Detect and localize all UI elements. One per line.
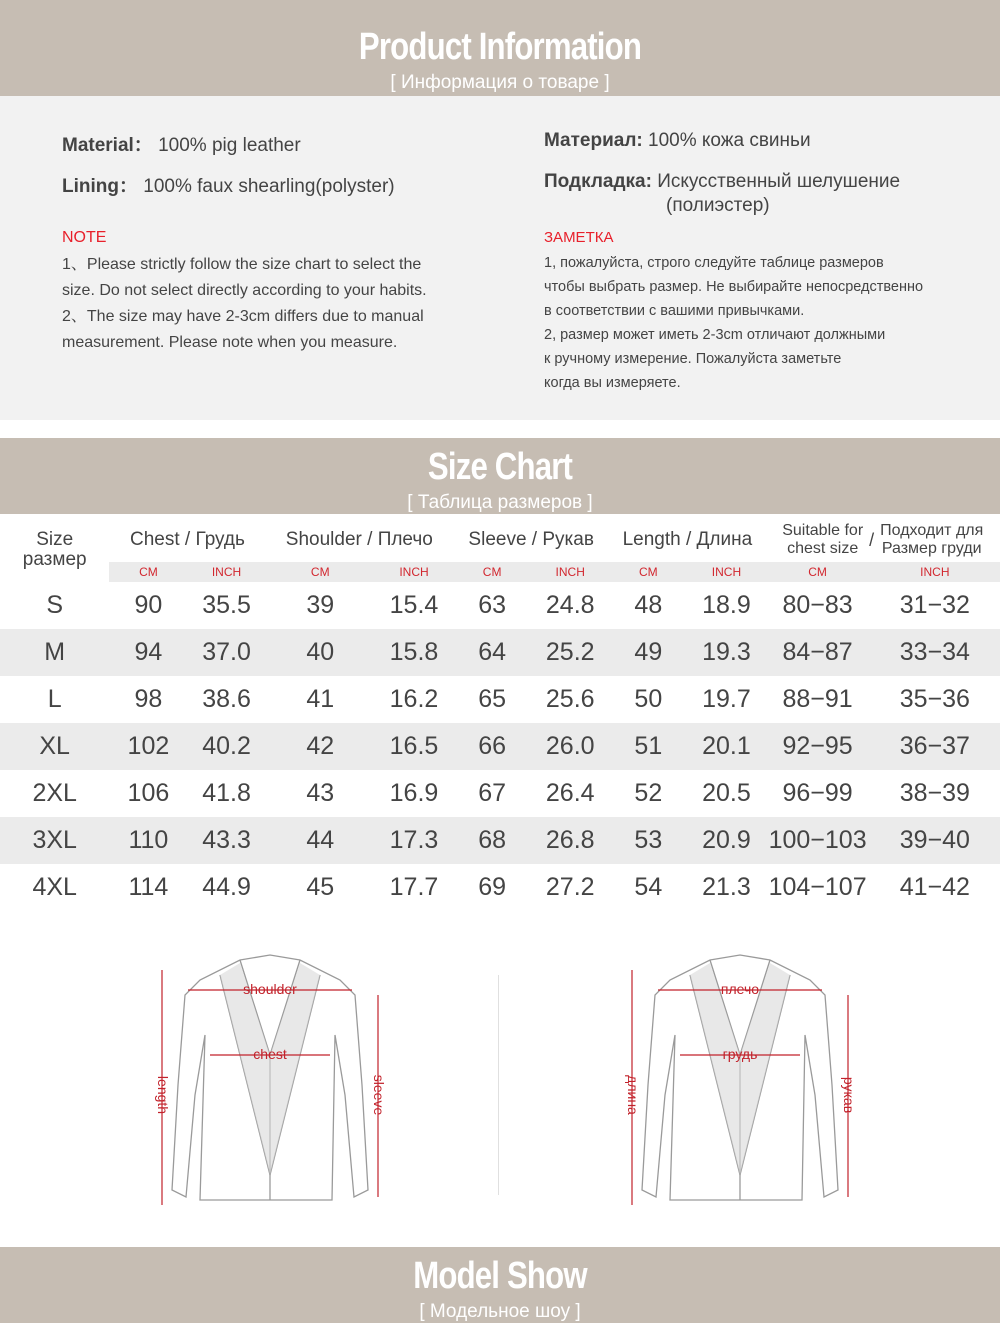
cell-sleeve-cm: 66	[453, 723, 531, 770]
note-heading-en: NOTE	[62, 229, 107, 246]
diagram-label-sleeve-ru: рукав	[841, 1076, 857, 1114]
cell-length-cm: 52	[634, 779, 663, 807]
cell-chest-in: 40.2	[187, 723, 265, 770]
product-info-banner	[0, 0, 1000, 96]
suitable-header-ru-1: Подходит для	[880, 522, 984, 539]
cell-shoulder-in: 16.9	[389, 779, 439, 807]
note-heading-ru: ЗАМЕТКА	[544, 229, 614, 246]
size-header-ru: размер	[22, 549, 87, 570]
cell-size: 2XL	[32, 779, 77, 807]
cell-chest-cm: 90	[134, 591, 163, 619]
diagram-label-length-ru: длина	[625, 1075, 641, 1115]
table-row	[0, 676, 1000, 723]
table-row	[0, 864, 1000, 911]
note-line-ru: 1, пожалуйста, строго следуйте таблице размеров	[544, 255, 884, 271]
cell-length-in: 21.3	[702, 873, 751, 901]
jacket-diagram-ru	[610, 935, 870, 1235]
suitable-header	[766, 518, 1000, 562]
cell-fit-cm: 96−99	[782, 779, 853, 807]
cell-fit-cm: 92−95	[766, 723, 870, 770]
table-row	[0, 629, 1000, 676]
note-line-ru: в соответствии с вашими привычками.	[544, 303, 805, 319]
diagram-label-chest-ru: грудь	[722, 1046, 758, 1062]
cell-chest-cm: 106	[127, 779, 170, 807]
note-line-en: size. Do not select directly according to your habits.	[62, 282, 427, 299]
cell-sleeve-cm: 68	[453, 817, 531, 864]
cell-sleeve-cm: 63	[478, 591, 507, 619]
cell-fit-in: 31−32	[899, 591, 970, 619]
cell-size: M	[0, 629, 109, 676]
material-value-ru: 100% кожа свиньи	[648, 130, 811, 151]
cell-fit-in: 33−34	[870, 629, 1000, 676]
unit-inch: INCH	[870, 562, 1000, 582]
cell-shoulder-in: 17.7	[389, 873, 439, 901]
product-info-subtitle: [ Информация о товаре ]	[390, 72, 610, 93]
chest-header: Chest / Грудь	[109, 518, 265, 562]
cell-fit-in: 39−40	[870, 817, 1000, 864]
cell-length-in: 20.9	[687, 817, 765, 864]
cell-length-cm: 51	[609, 723, 687, 770]
unit-inch: INCH	[187, 562, 265, 582]
cell-size: XL	[0, 723, 109, 770]
cell-chest-cm: 98	[134, 685, 163, 713]
size-table	[0, 518, 1000, 911]
sleeve-header: Sleeve / Рукав	[453, 518, 609, 562]
cell-shoulder-cm: 42	[266, 723, 375, 770]
lining-row-ru	[544, 171, 900, 193]
cell-fit-cm: 84−87	[766, 629, 870, 676]
cell-sleeve-in: 26.4	[545, 779, 595, 807]
table-row	[0, 723, 1000, 770]
cell-chest-in: 38.6	[202, 685, 251, 713]
suitable-header-en-2: chest size	[787, 540, 859, 557]
cell-length-cm: 53	[609, 817, 687, 864]
unit-cm: CM	[766, 562, 870, 582]
cell-sleeve-cm: 64	[453, 629, 531, 676]
lining-value-ru-line2: (полиэстер)	[666, 195, 770, 216]
cell-size: 3XL	[0, 817, 109, 864]
lining-label-ru: Подкладка:	[544, 171, 652, 192]
cell-shoulder-in: 17.3	[375, 817, 453, 864]
cell-size: 4XL	[32, 873, 77, 901]
cell-chest-in: 44.9	[202, 873, 251, 901]
cell-shoulder-cm: 40	[266, 629, 375, 676]
diagram-label-shoulder-ru: плечо	[720, 981, 760, 997]
cell-chest-in: 37.0	[187, 629, 265, 676]
cell-chest-cm: 94	[109, 629, 187, 676]
note-line-ru: 2, размер может иметь 2-3cm отличают должными	[544, 327, 886, 343]
unit-cm: CM	[453, 562, 531, 582]
size-table-body	[0, 582, 1000, 911]
product-info-panel	[0, 96, 1000, 420]
cell-length-cm: 49	[609, 629, 687, 676]
cell-length-in: 20.5	[702, 779, 751, 807]
model-show-banner	[0, 1247, 1000, 1323]
size-header-en: Size	[36, 529, 74, 550]
cell-sleeve-cm: 65	[478, 685, 507, 713]
cell-length-cm: 48	[634, 591, 663, 619]
product-info-title: Product Information	[358, 26, 642, 68]
cell-length-in: 19.7	[702, 685, 751, 713]
cell-fit-in: 36−37	[870, 723, 1000, 770]
cell-length-in: 19.3	[687, 629, 765, 676]
cell-fit-cm: 100−103	[766, 817, 870, 864]
cell-length-in: 18.9	[702, 591, 751, 619]
diagram-label-chest-en: chest	[253, 1046, 287, 1062]
cell-shoulder-cm: 45	[306, 873, 335, 901]
table-row	[0, 582, 1000, 629]
material-label-ru: Материал:	[544, 130, 643, 151]
suitable-header-slash: /	[869, 530, 875, 550]
jacket-diagram-en	[140, 935, 400, 1235]
note-line-en: 1、Please strictly follow the size chart to select the	[62, 256, 422, 273]
unit-cm: CM	[109, 562, 187, 582]
cell-fit-in: 35−36	[899, 685, 970, 713]
note-line-en: 2、The size may have 2-3cm differs due to manual	[62, 308, 424, 325]
cell-sleeve-in: 26.0	[531, 723, 609, 770]
diagram-label-length-en: length	[155, 1075, 171, 1115]
lining-label-en: Lining：	[62, 176, 138, 197]
cell-chest-in: 35.5	[202, 591, 251, 619]
cell-shoulder-in: 15.4	[389, 591, 439, 619]
unit-cm: CM	[266, 562, 375, 582]
length-header: Length / Длина	[609, 518, 765, 562]
material-value-en: 100% pig leather	[158, 135, 301, 156]
lining-row-en	[62, 171, 395, 198]
material-row-en	[62, 130, 301, 157]
cell-fit-cm: 104−107	[768, 873, 867, 901]
cell-sleeve-in: 24.8	[545, 591, 595, 619]
cell-chest-cm: 110	[109, 817, 187, 864]
diagram-label-sleeve-en: sleeve	[371, 1074, 387, 1116]
cell-fit-cm: 80−83	[782, 591, 853, 619]
cell-shoulder-cm: 44	[266, 817, 375, 864]
lining-value-en: 100% faux shearling(polyster)	[143, 176, 395, 197]
note-line-en: measurement. Please note when you measure.	[62, 334, 398, 351]
note-line-ru: к ручному измерение. Пожалуйста заметьте	[544, 351, 842, 367]
cell-shoulder-in: 16.5	[375, 723, 453, 770]
table-row	[0, 817, 1000, 864]
cell-sleeve-in: 27.2	[545, 873, 595, 901]
size-chart-title: Size Chart	[427, 446, 573, 488]
cell-shoulder-in: 16.2	[389, 685, 439, 713]
note-line-ru: чтобы выбрать размер. Не выбирайте непосредственно	[544, 279, 924, 295]
size-chart-subtitle: [ Таблица размеров ]	[407, 492, 593, 513]
size-chart-banner	[0, 438, 1000, 514]
table-unit-row	[0, 562, 1000, 582]
cell-chest-cm: 102	[109, 723, 187, 770]
cell-sleeve-in: 25.6	[545, 685, 595, 713]
unit-inch: INCH	[531, 562, 609, 582]
unit-cm: CM	[609, 562, 687, 582]
cell-sleeve-in: 26.8	[531, 817, 609, 864]
cell-length-in: 20.1	[687, 723, 765, 770]
table-row	[0, 770, 1000, 817]
unit-inch: INCH	[687, 562, 765, 582]
cell-shoulder-in: 15.8	[375, 629, 453, 676]
suitable-header-ru-2: Размер груди	[881, 540, 982, 557]
cell-shoulder-cm: 39	[306, 591, 335, 619]
cell-chest-cm: 114	[128, 873, 169, 901]
cell-size: S	[46, 591, 64, 619]
suitable-header-en-1: Suitable for	[782, 522, 864, 539]
shoulder-header: Shoulder / Плечо	[266, 518, 453, 562]
unit-inch: INCH	[375, 562, 453, 582]
cell-chest-in: 41.8	[202, 779, 251, 807]
table-header-row	[0, 518, 1000, 562]
material-row-ru	[544, 130, 811, 152]
lining-value-ru: Искусственный шелушение	[657, 171, 901, 192]
size-header	[0, 518, 109, 582]
note-line-ru: когда вы измеряете.	[544, 375, 681, 391]
note-text-en	[62, 252, 427, 356]
cell-sleeve-in: 25.2	[531, 629, 609, 676]
cell-sleeve-cm: 69	[478, 873, 507, 901]
cell-chest-in: 43.3	[187, 817, 265, 864]
note-text-ru	[544, 251, 923, 395]
material-label-en: Material：	[62, 135, 153, 156]
cell-size: L	[47, 685, 62, 713]
diagram-label-shoulder-en: shoulder	[243, 981, 297, 997]
cell-shoulder-cm: 43	[306, 779, 335, 807]
diagram-divider	[498, 975, 499, 1195]
model-show-subtitle: [ Модельное шоу ]	[419, 1301, 581, 1322]
cell-length-cm: 54	[634, 873, 663, 901]
cell-fit-in: 41−42	[899, 873, 970, 901]
cell-shoulder-cm: 41	[306, 685, 335, 713]
cell-sleeve-cm: 67	[478, 779, 507, 807]
cell-fit-in: 38−39	[899, 779, 970, 807]
cell-length-cm: 50	[634, 685, 663, 713]
model-show-title: Model Show	[413, 1255, 587, 1297]
cell-fit-cm: 88−91	[782, 685, 853, 713]
